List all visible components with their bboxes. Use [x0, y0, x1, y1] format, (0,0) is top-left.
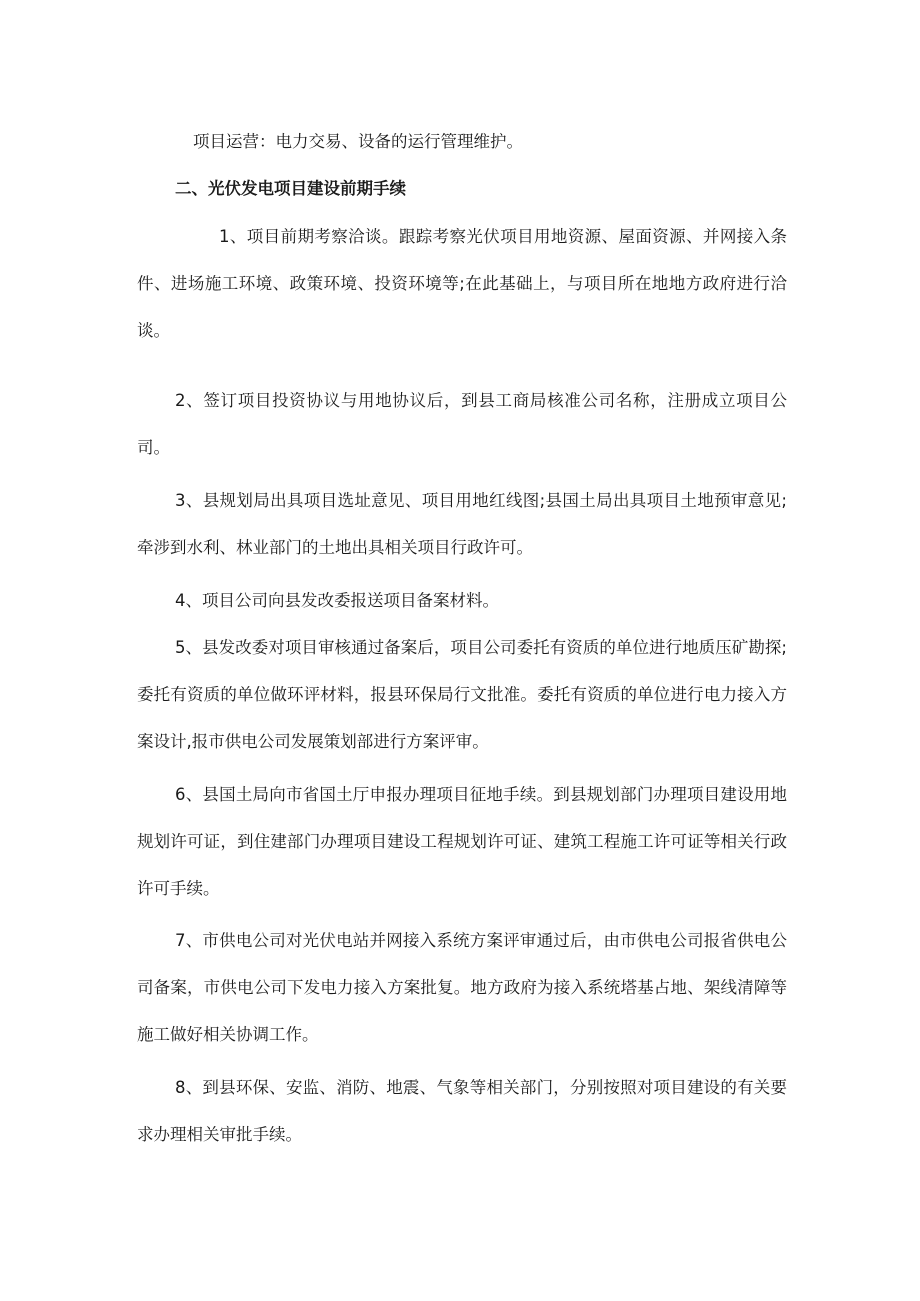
- procedure-item-5: 5、县发改委对项目审核通过备案后，项目公司委托有资质的单位进行地质压矿勘探;委托有资质的单位做环评材料，报县环保局行文批准。委托有资质的单位进行电力接入方案设计,报市供电公司发展策划部进行方案评审。: [137, 638, 787, 751]
- section-heading: 二、光伏发电项目建设前期手续: [175, 179, 406, 198]
- procedure-item-2: 2、签订项目投资协议与用地协议后，到县工商局核准公司名称，注册成立项目公司。: [137, 391, 787, 457]
- intro-paragraph: 项目运营：电力交易、设备的运行管理维护。: [193, 132, 523, 151]
- procedure-item-7: 7、市供电公司对光伏电站并网接入系统方案评审通过后，由市供电公司报省供电公司备案，市供电公司下发电力接入方案批复。地方政府为接入系统塔基占地、架线清障等施工做好相关协调工作。: [137, 931, 787, 1044]
- procedure-item-8: 8、到县环保、安监、消防、地震、气象等相关部门，分别按照对项目建设的有关要求办理相关审批手续。: [137, 1078, 787, 1144]
- procedure-item-4: 4、项目公司向县发改委报送项目备案材料。: [175, 591, 499, 610]
- procedure-item-6: 6、县国土局向市省国土厅申报办理项目征地手续。到县规划部门办理项目建设用地规划许可证，到住建部门办理项目建设工程规划许可证、建筑工程施工许可证等相关行政许可手续。: [137, 785, 787, 898]
- procedure-item-1: 1、项目前期考察洽谈。跟踪考察光伏项目用地资源、屋面资源、并网接入条件、进场施工环境、政策环境、投资环境等;在此基础上，与项目所在地地方政府进行洽谈。: [137, 227, 787, 340]
- procedure-item-3: 3、县规划局出具项目选址意见、项目用地红线图;县国土局出具项目土地预审意见;牵涉到水利、林业部门的土地出具相关项目行政许可。: [137, 491, 787, 557]
